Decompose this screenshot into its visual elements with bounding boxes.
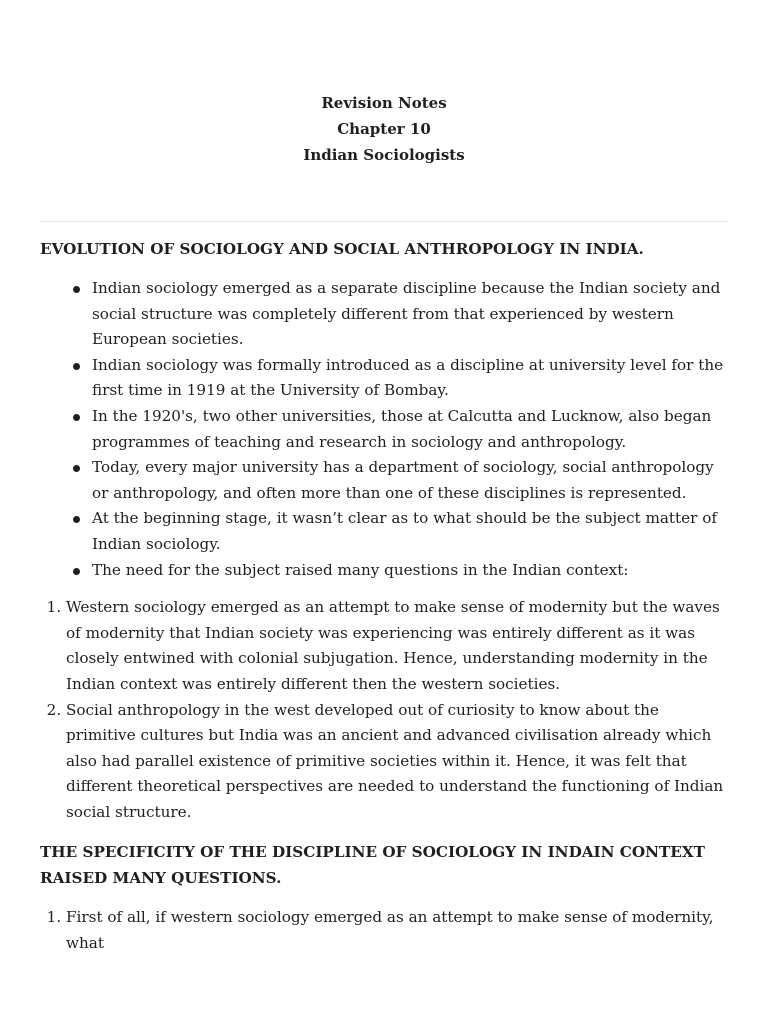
header-subject: Indian Sociologists (303, 146, 465, 164)
header-divider (40, 221, 728, 222)
bullet-item: Today, every major university has a department of sociology, social anthropology or anthropology, and often more than one of these disciplines is represented. (92, 455, 728, 506)
section-heading-evolution: EVOLUTION OF SOCIOLOGY AND SOCIAL ANTHROPOLOGY IN INDIA. (40, 240, 644, 258)
bullet-item: In the 1920's, two other universities, those at Calcutta and Lucknow, also began programmes of teaching and research in sociology and anthropology. (92, 404, 728, 455)
header-chapter: Chapter 10 (337, 120, 431, 138)
numbered-item: 2. Social anthropology in the west developed out of curiosity to know about the primitive cultures but India was an ancient and advanced civilisation already which also had parallel existence of primitive societies within it. Hence, it was felt that different theoretical perspectives are needed to understand the functioning of Indian social structure. (66, 698, 728, 826)
numbered-item: 1. First of all, if western sociology emerged as an attempt to make sense of modernity, what (66, 905, 728, 956)
section-heading-specificity: THE SPECIFICITY OF THE DISCIPLINE OF SOCIOLOGY IN INDAIN CONTEXT RAISED MANY QUESTIONS. (40, 843, 705, 888)
numbered-list-2 (40, 905, 728, 956)
bullet-item: At the beginning stage, it wasn’t clear as to what should be the subject matter of Indian sociology. (92, 506, 728, 557)
bullet-item: The need for the subject raised many questions in the Indian context: (92, 558, 728, 584)
numbered-list (40, 595, 728, 825)
header-title: Revision Notes (321, 94, 447, 112)
bullet-item: Indian sociology was formally introduced as a discipline at university level for the first time in 1919 at the University of Bombay. (92, 353, 728, 404)
numbered-item: 1. Western sociology emerged as an attempt to make sense of modernity but the waves of modernity that Indian society was experiencing was entirely different as it was closely entwined with colonial subjugation. Hence, understanding modernity in the Indian context was entirely different then the western societies. (66, 595, 728, 697)
bullet-item: Indian sociology emerged as a separate discipline because the Indian society and social structure was completely different from that experienced by western European societies. (92, 276, 728, 353)
document-header (40, 90, 728, 168)
bullet-list (40, 276, 728, 583)
document-body (40, 236, 728, 971)
